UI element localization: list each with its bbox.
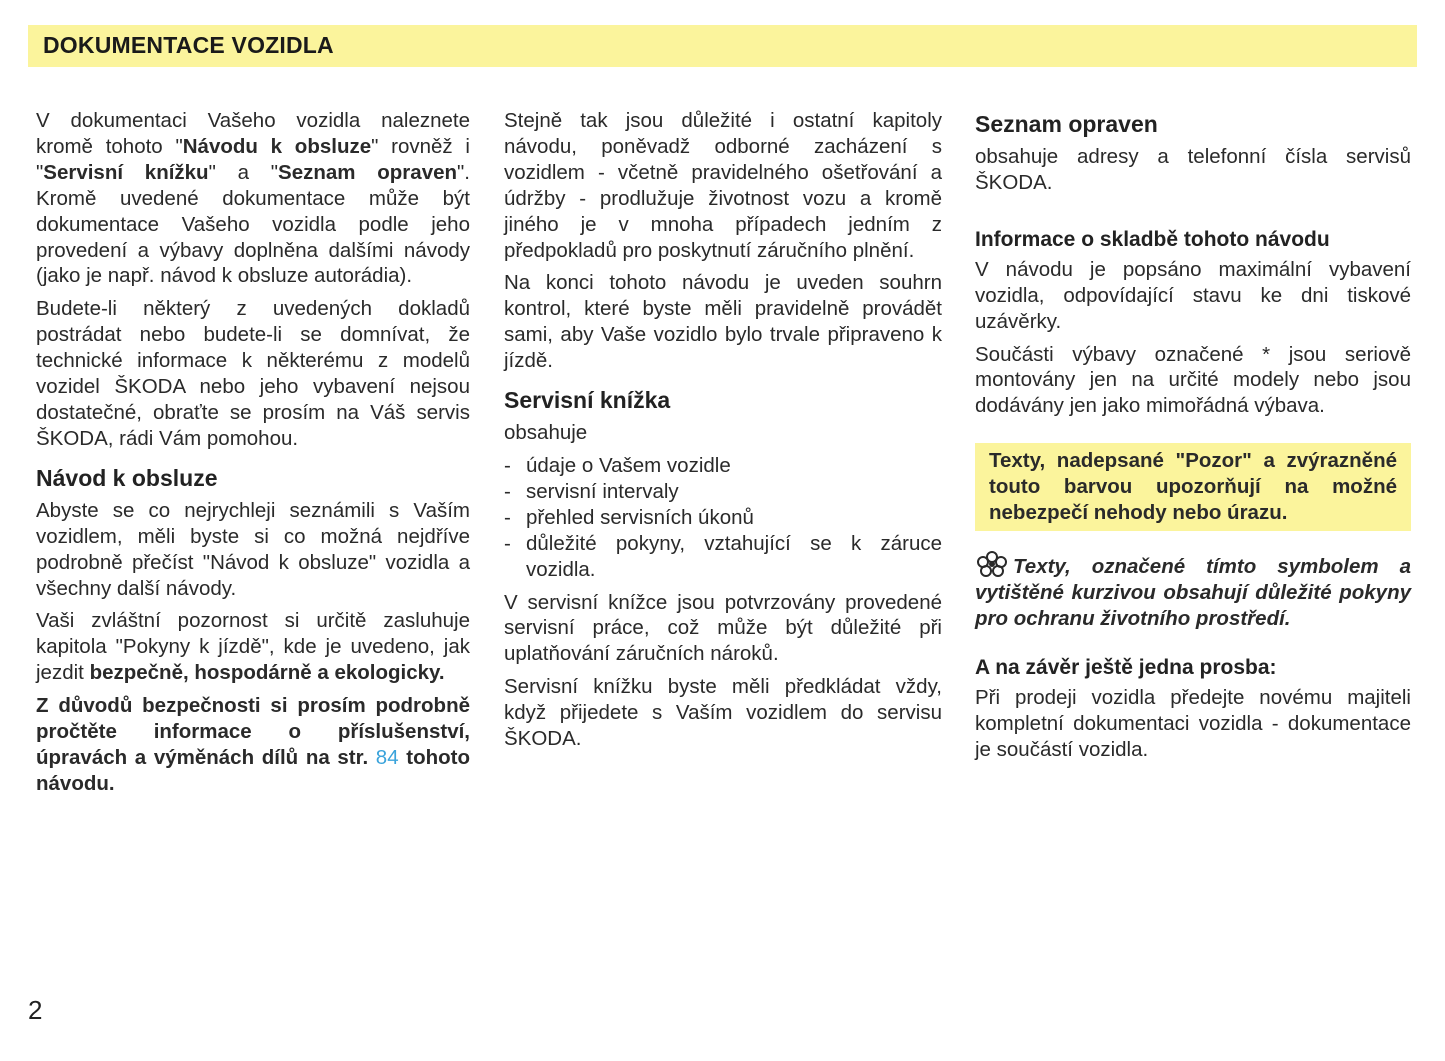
max-equipment-paragraph: V návodu je popsáno maximální vybavení vozidla, odpovídající stavu ke dni tiskové uzávěrky. (975, 257, 1411, 333)
doc-name-seznam: Seznam opraven (278, 160, 458, 184)
doc-name-servisni: Servisní knížku (43, 160, 209, 184)
column-right (975, 108, 1411, 769)
list-item: - servisní intervaly (504, 479, 942, 505)
section-title: DOKUMENTACE VOZIDLA (43, 32, 334, 58)
intro-paragraph: V dokumentaci Vašeho vozidla naleznete kromě tohoto "Návodu k obsluze" rovněž i "Servisní knížku" a "Seznam opraven". Kromě uvedené dokumentace může být dokumentace Vašeho vozidla podle jeho provedení a výbavy doplněna dalšími návody (jako je např. návod k obsluze autorádia). (36, 109, 470, 288)
page-reference-link[interactable]: 84 (375, 745, 399, 769)
chapters-paragraph: Stejně tak jsou důležité i ostatní kapitoly návodu, poněvadž odborné zacházení s vozidlem - včetně pravidelného ošetřování a údržby - prodlužuje životnost vozu a kromě jiného je v mnoha případech jedním z předpokladů pro poskytnutí záručního plnění. (504, 109, 942, 262)
doc-name-navod: Návodu k obsluze (182, 134, 372, 158)
page-number: 2 (28, 995, 43, 1025)
heading-zaver: A na závěr ještě jedna prosba: (975, 655, 1277, 679)
list-item: - přehled servisních úkonů (504, 505, 942, 531)
column-middle (504, 108, 942, 759)
driving-tips-paragraph: Vaši zvláštní pozornost si určitě zasluhuje kapitola "Pokyny k jízdě", kde je uvedeno, jak jezdit bezpečně, hospodárně a ekologicky. (36, 609, 470, 685)
serial-equipment-paragraph: Součásti výbavy označené * jsou seriově montovány jen na určité modely nebo jsou dodávány jen jako mimořádná výbava. (975, 342, 1411, 418)
heading-servisni-knizka: Servisní knížka (504, 387, 671, 414)
heading-informace: Informace o skladbě tohoto návodu (975, 227, 1330, 251)
list-item: - údaje o Vašem vozidle (504, 453, 942, 479)
heading-navod-k-obsluze: Návod k obsluze (36, 464, 218, 491)
list-item: - důležité pokyny, vztahující se k záruce vozidla. (504, 531, 942, 583)
checks-summary-paragraph: Na konci tohoto návodu je uveden souhrn kontrol, které byste měli pravidelně provádět sami, aby Vaše vozidlo bylo trvale připraveno k jízdě. (504, 271, 942, 373)
safety-paragraph: Z důvodů bezpečnosti si prosím podrobně pročtěte informace o příslušenství, úpravách a výměnách dílů na str. 84 tohoto návodu. (36, 694, 470, 795)
contains-label: obsahuje (504, 421, 588, 445)
warning-box: Texty, nadepsané "Pozor" a zvýrazněné touto barvou upozorňují na možné nebezpečí nehody nebo úrazu. (975, 443, 1411, 531)
section-header-bar (28, 25, 1417, 67)
service-book-contents-list (504, 453, 942, 583)
seznam-paragraph: obsahuje adresy a telefonní čísla servisů ŠKODA. (975, 145, 1411, 194)
present-book-paragraph: Servisní knížku byste měli předkládat vždy, když přijedete s Vaším vozidlem do servisu ŠKODA. (504, 675, 942, 751)
missing-docs-paragraph: Budete-li některý z uvedených dokladů postrádat nebo budete-li se domnívat, že technické informace k některému z modelů vozidel ŠKODA nebo jeho vybavení nejsou dostatečné, obraťte se prosím na Váš servis ŠKODA, rádi Vám pomohou. (36, 297, 470, 450)
column-left (36, 108, 470, 804)
flower-icon (975, 551, 1009, 577)
service-records-paragraph: V servisní knížce jsou potvrzovány provedené servisní práce, což může být důležité při uplatňování záručních nároků. (504, 590, 942, 666)
navod-paragraph: Abyste se co nejrychleji seznámili s Vaším vozidlem, měli byste si co možná nejdříve podrobně přečíst "Návod k obsluze" vozidla a všechny další návody. (36, 498, 470, 600)
resale-paragraph: Při prodeji vozidla předejte novému majiteli kompletní dokumentaci vozidla - dokumentace je součástí vozidla. (975, 685, 1411, 761)
environment-note: Texty, označené tímto symbolem a vytištěné kurzivou obsahují důležité pokyny pro ochranu životního prostředí. (975, 551, 1411, 632)
heading-seznam-opraven: Seznam opraven (975, 111, 1158, 137)
